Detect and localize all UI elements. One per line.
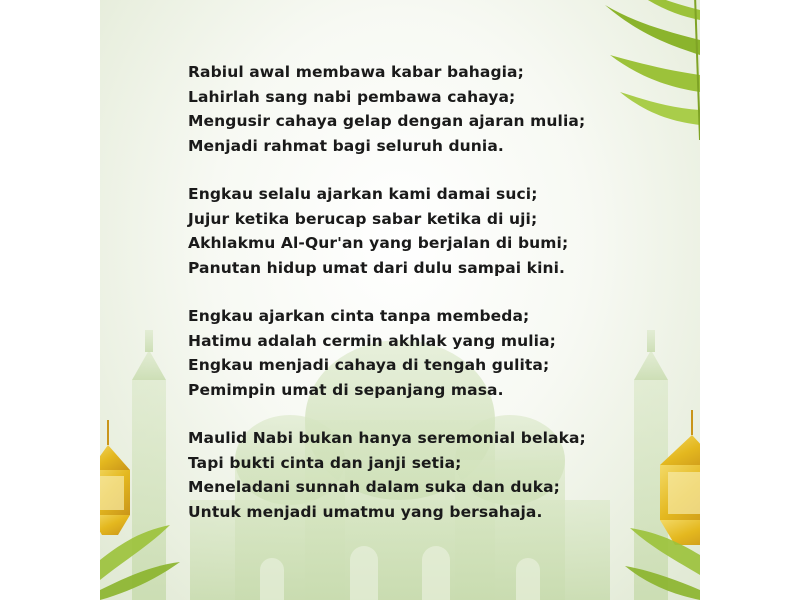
poem-line: Untuk menjadi umatmu yang bersahaja. [188, 502, 543, 521]
poem-body [188, 60, 658, 548]
poem-stanza [188, 426, 658, 524]
poem-line: Pemimpin umat di sepanjang masa. [188, 380, 504, 399]
poem-line: Engkau selalu ajarkan kami damai suci; [188, 185, 538, 203]
poem-stanza [188, 60, 658, 158]
poem-line: Menjadi rahmat bagi seluruh dunia. [188, 136, 504, 155]
poem-line: Mengusir cahaya gelap dengan ajaran mulia; [188, 112, 586, 130]
poem-line: Hatimu adalah cermin akhlak yang mulia; [188, 331, 556, 350]
poem-stanza [188, 182, 658, 280]
lantern-icon [100, 420, 130, 535]
poem-line: Jujur ketika berucap sabar ketika di uji; [188, 209, 538, 228]
poem-line: Rabiul awal membawa kabar bahagia; [188, 63, 524, 81]
poem-stanza [188, 304, 658, 402]
poem-card [100, 0, 700, 600]
poem-line: Lahirlah sang nabi pembawa cahaya; [188, 87, 516, 106]
poem-line: Engkau ajarkan cinta tanpa membeda; [188, 307, 530, 325]
poem-line: Maulid Nabi bukan hanya seremonial belaka; [188, 429, 586, 447]
poem-line: Akhlakmu Al-Qur'an yang berjalan di bumi; [188, 234, 569, 252]
poem-line: Meneladani sunnah dalam suka dan duka; [188, 478, 560, 496]
poem-line: Engkau menjadi cahaya di tengah gulita; [188, 356, 550, 374]
poem-line: Tapi bukti cinta dan janji setia; [188, 453, 462, 472]
poem-line: Panutan hidup umat dari dulu sampai kini. [188, 258, 566, 277]
